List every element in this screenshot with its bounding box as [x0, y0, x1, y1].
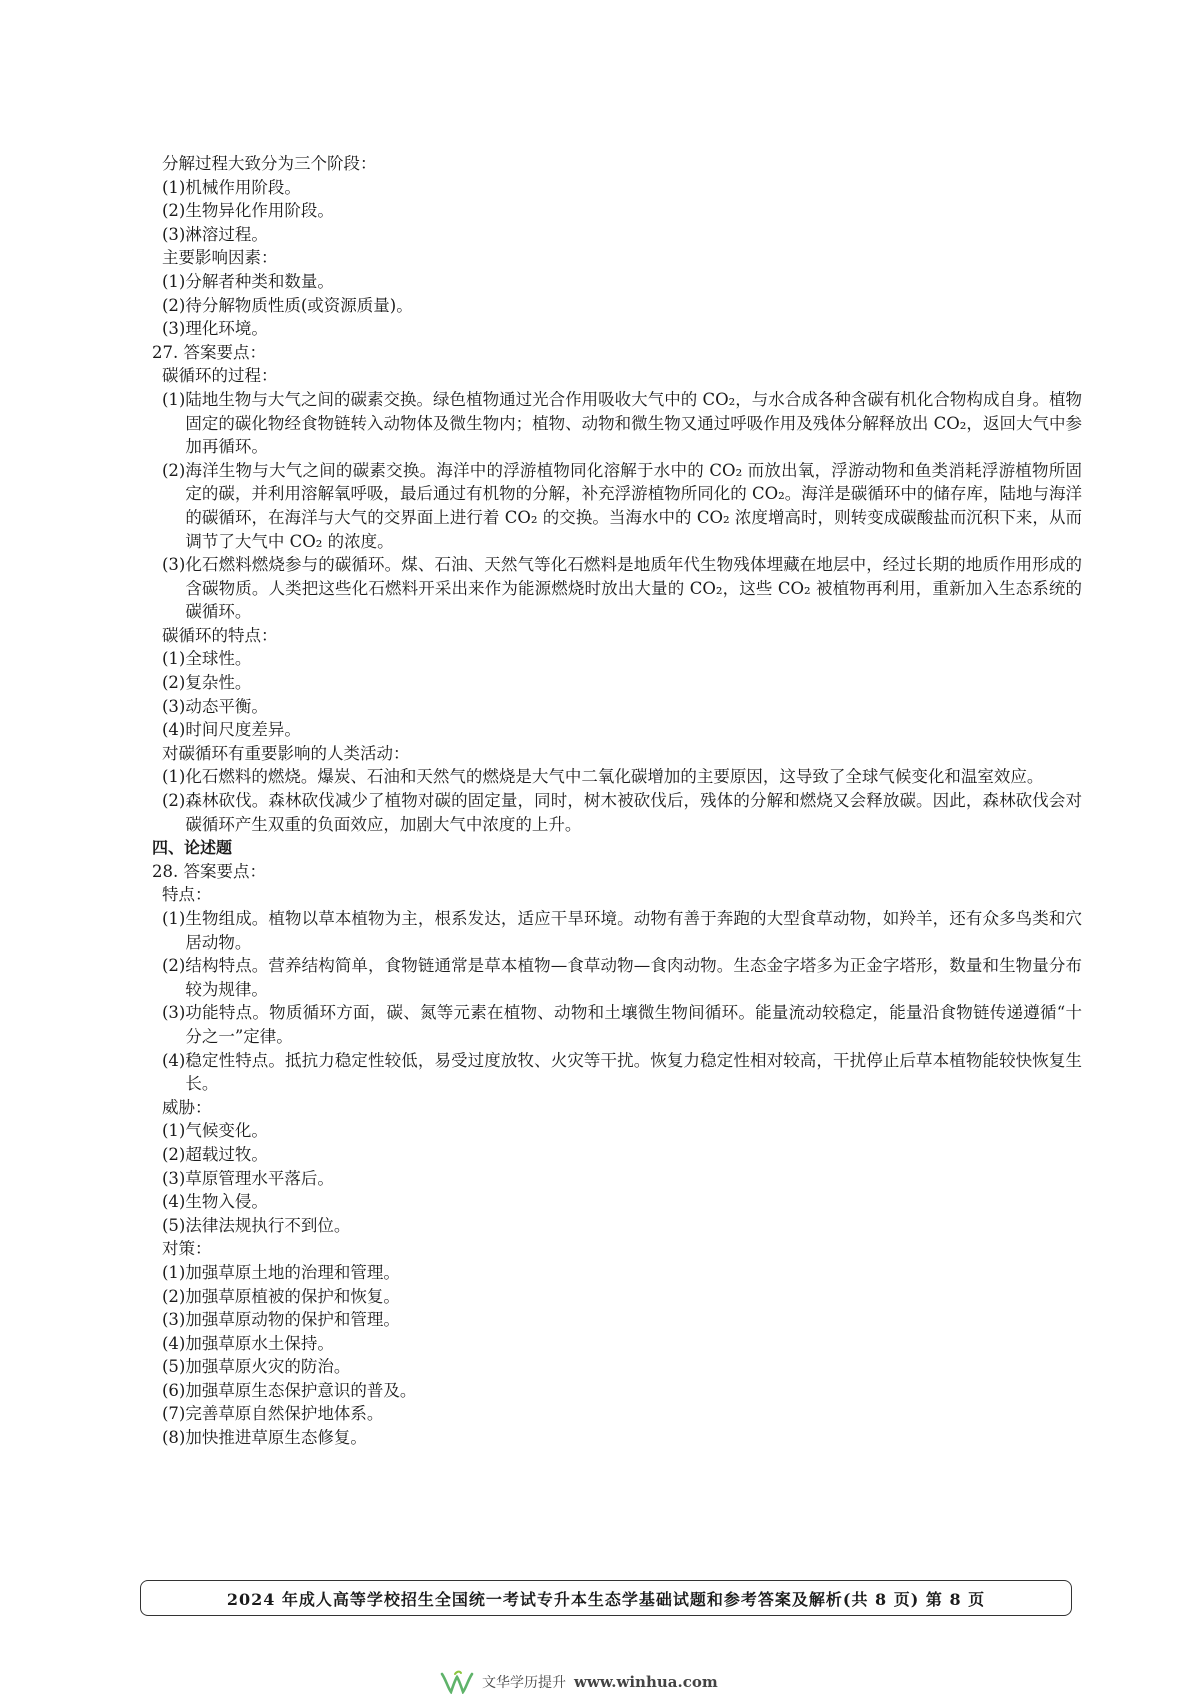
- q28-threats-title: 威胁：: [162, 1097, 212, 1117]
- list-item: (1) 陆地生物与大气之间的碳素交换。绿色植物通过光合作用吸收大气中的 CO₂，与水合成各种含碳有机化合物构成自身。植物固定的碳化物经食物链转入动物体及微生物内；植物、动物和微生物又通过呼吸作用及残体分解释放出 CO₂，返回大气中参加再循环。: [162, 389, 1082, 457]
- list-item: (1) 分解者种类和数量。: [162, 271, 334, 291]
- decomp-factors: [152, 270, 1082, 341]
- w-leaf-logo-icon: [440, 1670, 474, 1694]
- list-item: (5) 加强草原火灾的防治。: [162, 1357, 351, 1377]
- list-item: (2) 待分解物质性质(或资源质量)。: [162, 295, 413, 315]
- list-item: (1) 全球性。: [162, 649, 252, 669]
- brand-name: 文华学历提升: [482, 1675, 566, 1691]
- list-item: (3) 淋溶过程。: [162, 224, 268, 244]
- list-item: (3) 加强草原动物的保护和管理。: [162, 1310, 400, 1330]
- list-item: (6) 加强草原生态保护意识的普及。: [162, 1380, 417, 1400]
- q27-label: 27. 答案要点：: [152, 342, 266, 362]
- list-item: (2) 超载过牧。: [162, 1144, 268, 1164]
- list-item: (2) 复杂性。: [162, 673, 252, 693]
- q27-process-title: 碳循环的过程：: [162, 366, 278, 386]
- q27-human-title: 对碳循环有重要影响的人类活动：: [162, 743, 410, 763]
- q28-traits-title: 特点：: [162, 885, 212, 905]
- q27-human-list: [152, 765, 1082, 836]
- footer-text: 2024 年成人高等学校招生全国统一考试专升本生态学基础试题和参考答案及解析(共 8 页) 第 8 页: [226, 1589, 986, 1609]
- answer-content: [152, 152, 1082, 1450]
- list-item: (1) 机械作用阶段。: [162, 177, 301, 197]
- brand-watermark: [440, 1670, 718, 1694]
- list-item: (3) 草原管理水平落后。: [162, 1168, 334, 1188]
- list-item: (3) 理化环境。: [162, 319, 268, 339]
- q27-features-list: [152, 647, 1082, 741]
- list-item: (4) 时间尺度差异。: [162, 720, 301, 740]
- brand-url[interactable]: www.winhua.com: [574, 1673, 718, 1691]
- q28-measures-list: [152, 1261, 1082, 1450]
- list-item: (4) 加强草原水土保持。: [162, 1333, 334, 1353]
- list-item: (4) 稳定性特点。抵抗力稳定性较低，易受过度放牧、火灾等干扰。恢复力稳定性相对较高，干扰停止后草本植物能较快恢复生长。: [162, 1050, 1082, 1094]
- q28-traits-list: [152, 907, 1082, 1096]
- list-item: (8) 加快推进草原生态修复。: [162, 1428, 367, 1448]
- page-footer: [140, 1580, 1072, 1616]
- list-item: (7) 完善草原自然保护地体系。: [162, 1404, 384, 1424]
- list-item: (2) 海洋生物与大气之间的碳素交换。海洋中的浮游植物同化溶解于水中的 CO₂ 而放出氧，浮游动物和鱼类消耗浮游植物所固定的碳，并利用溶解氧呼吸，最后通过有机物的分解，补充浮游植物所同化的 CO₂。海洋是碳循环中的储存库，陆地与海洋的碳循环，在海洋与大气的交界面上进行着 CO₂ 的交换。当海水中的 CO₂ 浓度增高时，则转变成碳酸盐而沉积下来，从而调节了大气中 CO₂ 的浓度。: [162, 460, 1082, 551]
- q27-process-list: [152, 388, 1082, 624]
- list-item: (1) 生物组成。植物以草本植物为主，根系发达，适应干旱环境。动物有善于奔跑的大型食草动物，如羚羊，还有众多鸟类和穴居动物。: [162, 909, 1082, 952]
- list-item: (3) 化石燃料燃烧参与的碳循环。煤、石油、天然气等化石燃料是地质年代生物残体埋藏在地层中，经过长期的地质作用形成的含碳物质。人类把这些化石燃料开采出来作为能源燃烧时放出大量的 CO₂，这些 CO₂ 被植物再利用，重新加入生态系统的碳循环。: [162, 555, 1082, 622]
- list-item: (3) 动态平衡。: [162, 696, 268, 716]
- list-item: (2) 森林砍伐。森林砍伐减少了植物对碳的固定量，同时，树木被砍伐后，残体的分解和燃烧又会释放碳。因此，森林砍伐会对碳循环产生双重的负面效应，加剧大气中浓度的上升。: [162, 791, 1082, 834]
- list-item: (1) 气候变化。: [162, 1121, 268, 1141]
- q28-label: 28. 答案要点：: [152, 861, 266, 881]
- list-item: (2) 加强草原植被的保护和恢复。: [162, 1286, 400, 1306]
- list-item: (3) 功能特点。物质循环方面，碳、氮等元素在植物、动物和土壤微生物间循环。能量流动较稳定，能量沿食物链传递遵循“十分之一”定律。: [162, 1003, 1082, 1046]
- list-item: (4) 生物入侵。: [162, 1192, 268, 1212]
- q27-features-title: 碳循环的特点：: [162, 625, 278, 645]
- list-item: (2) 结构特点。营养结构简单，食物链通常是草本植物—食草动物—食肉动物。生态金字塔多为正金字塔形，数量和生物量分布较为规律。: [162, 956, 1082, 999]
- section-heading: 四、论述题: [152, 838, 233, 858]
- list-item: (2) 生物异化作用阶段。: [162, 201, 334, 221]
- q28-measures-title: 对策：: [162, 1239, 212, 1259]
- factors-title: 主要影响因素：: [162, 248, 278, 268]
- decomp-intro: 分解过程大致分为三个阶段：: [162, 154, 377, 173]
- decomp-stages: [152, 176, 1082, 247]
- q28-threats-list: [152, 1119, 1082, 1237]
- list-item: (1) 化石燃料的燃烧。爆炭、石油和天然气的燃烧是大气中二氧化碳增加的主要原因，这导致了全球气候变化和温室效应。: [162, 767, 1044, 787]
- list-item: (5) 法律法规执行不到位。: [162, 1215, 351, 1235]
- list-item: (1) 加强草原土地的治理和管理。: [162, 1262, 400, 1282]
